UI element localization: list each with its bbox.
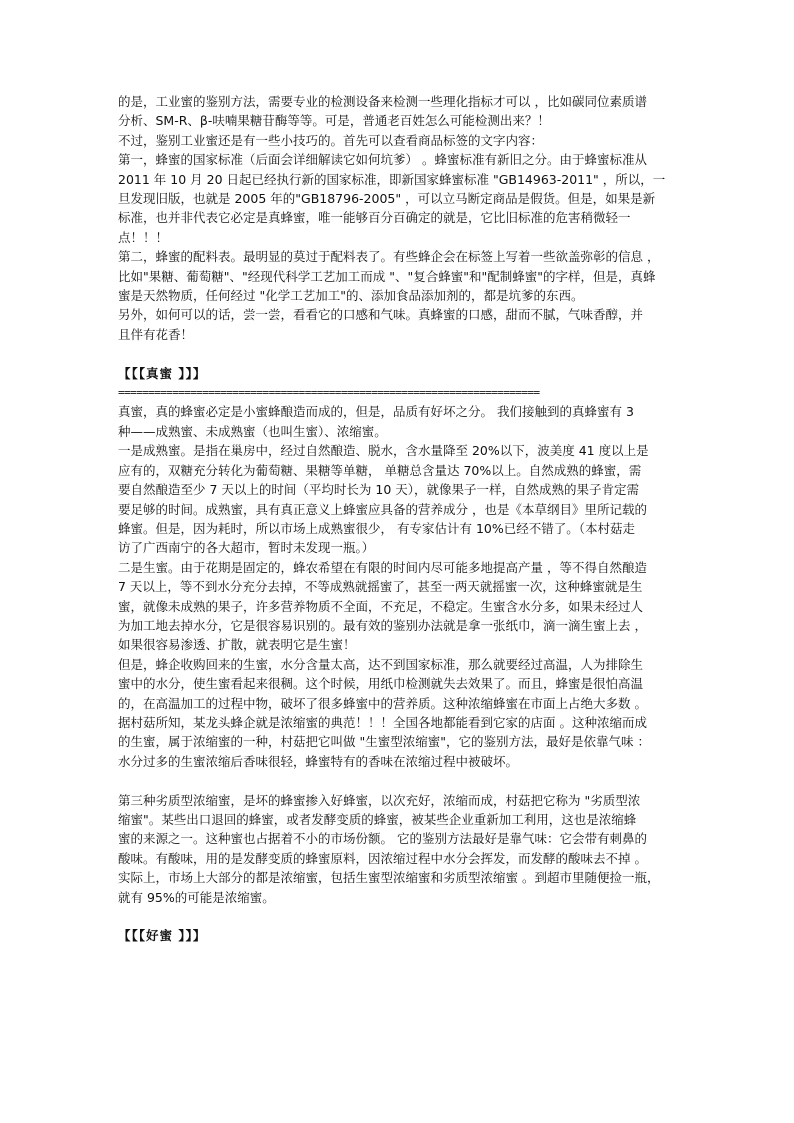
text-line: 不过，鉴别工业蜜还是有一些小技巧的。首先可以查看商品标签的文字内容： bbox=[118, 132, 544, 148]
text-line: 应有的，双糖充分转化为葡萄糖、果糖等单糖， 单糖总含量达 70%以上。自然成熟的蜂蜜，需 bbox=[118, 462, 642, 478]
text-line: 二是生蜜。由于花期是固定的，蜂农希望在有限的时间内尽可能多地提高产量 ，等不得自然酿造 bbox=[118, 559, 647, 575]
text-line: 点！！！ bbox=[118, 229, 169, 245]
text-line: 第三种劣质型浓缩蜜，是坏的蜂蜜掺入好蜂蜜，以次充好，浓缩而成，村菇把它称为 "劣质型浓 bbox=[118, 792, 641, 808]
paragraph-inferior-concentrated-honey bbox=[118, 791, 678, 907]
text-line: 缩蜜"。某些出口退回的蜂蜜，或者发酵变质的蜂蜜，被某些企业重新加工利用，这也是浓缩蜂 bbox=[118, 812, 637, 827]
text-line: 蜜，就像未成熟的果子，许多营养物质不全面，不充足，不稳定。生蜜含水分多，如果未经过人 bbox=[118, 598, 644, 614]
text-line: 要自然酿造至少 7 天以上的时间（平均时长为 10 天），就像果子一样，自然成熟的果子肯定需 bbox=[118, 482, 640, 498]
text-line: 蜜的来源之一。这种蜜也占据着不小的市场份额。 它的鉴别方法最好是靠气味：它会带有刺鼻的 bbox=[118, 831, 647, 847]
text-line: 为加工地去掉水分，它是很容易识别的。最有效的鉴别办法就是拿一张纸巾，滴一滴生蜜上去 ， bbox=[118, 617, 647, 633]
text-line: 蜜是天然物质，任何经过 "化学工艺加工"的、添加食品添加剂的，都是坑爹的东西。 bbox=[118, 288, 584, 304]
text-line: 但是，蜂企收购回来的生蜜，水分含量太高，达不到国家标准，那么就要经过高温，人为排除生 bbox=[118, 656, 644, 672]
text-line: 蜜中的水分，使生蜜看起来很稠。这个时候，用纸巾检测就失去效果了。而且，蜂蜜是很怕高温 bbox=[118, 676, 644, 692]
blank-line bbox=[118, 344, 678, 363]
text-line: 2011 年 10 月 20 日起已经执行新的国家标准，即新国家蜂蜜标准 "GB14963-2011" ，所以，一 bbox=[118, 171, 666, 187]
text-line: 的，在高温加工的过程中物，破坏了很多蜂蜜中的营养质。这种浓缩蜂蜜在市面上占绝大多数 。 bbox=[118, 695, 647, 711]
text-line: 第二，蜂蜜的配料表。最明显的莫过于配料表了。有些蜂企会在标签上写着一些欲盖弥彰的信息 ， bbox=[118, 249, 660, 265]
text-line: 分析、SM-R、β-呋喃果糖苷酶等等。可是，普通老百姓怎么可能检测出来？！ bbox=[118, 113, 550, 129]
text-line: 酸味。有酸味，用的是发酵变质的蜂蜜原料，因浓缩过程中水分会挥发，而发酵的酸味去不掉 。 bbox=[118, 850, 647, 866]
text-line: 要足够的时间。成熟蜜，具有真正意义上蜂蜜应具备的营养成分 ，也是《本草纲目》里所记载的 bbox=[118, 501, 647, 517]
document-body bbox=[118, 92, 678, 946]
paragraph-identification-tips bbox=[118, 92, 678, 344]
text-line: 种——成熟蜜、未成熟蜜（也叫生蜜）、浓缩蜜。 bbox=[118, 423, 387, 439]
text-line: 的生蜜，属于浓缩蜜的一种，村菇把它叫做 "生蜜型浓缩蜜"，它的鉴别方法，最好是依靠气味 ： bbox=[118, 734, 650, 750]
text-line: 据村菇所知，某龙头蜂企就是浓缩蜜的典范！！！全国各地都能看到它家的店面 。这种浓缩而成 bbox=[118, 714, 647, 730]
separator-rule: ====================================================================== bbox=[118, 386, 540, 400]
text-line: 如果很容易渗透、扩散，就表明它是生蜜！ bbox=[118, 637, 356, 653]
text-line: 真蜜，真的蜂蜜必定是小蜜蜂酿造而成的，但是，品质有好坏之分。 我们接触到的真蜂蜜有 3 bbox=[118, 404, 634, 420]
text-line: 水分过多的生蜜浓缩后香味很轻，蜂蜜特有的香味在浓缩过程中被破坏。 bbox=[118, 753, 519, 769]
text-line: 一是成熟蜜。是指在巢房中，经过自然酿造、脱水，含水量降至 20%以下，波美度 41 度以上是 bbox=[118, 443, 649, 459]
blank-line bbox=[118, 771, 678, 790]
text-line: 的是，工业蜜的鉴别方法，需要专业的检测设备来检测一些理化指标才可以 ，比如碳同位素质谱 bbox=[118, 94, 647, 109]
text-line: 比如"果糖、葡萄糖"、"经现代科学工艺加工而成 "、"复合蜂蜜"和"配制蜂蜜"的字样，但是，真蜂 bbox=[118, 268, 656, 284]
text-line: 实际上，市场上大部分的都是浓缩蜜，包括生蜜型浓缩蜜和劣质型浓缩蜜 。到超市里随便捡一瓶， bbox=[118, 870, 660, 886]
text-line: 就有 95%的可能是浓缩蜜。 bbox=[118, 889, 275, 905]
text-line: 7 天以上，等不到水分充分去掉，不等成熟就摇蜜了，甚至一两天就摇蜜一次，这种蜂蜜就是生 bbox=[118, 579, 643, 595]
text-line: 另外，如何可以的话，尝一尝，看看它的口感和气味。真蜂蜜的口感，甜而不腻，气味香醇，并 bbox=[118, 307, 644, 323]
text-line: 旦发现旧版，也就是 2005 年的"GB18796-2005" ，可以立马断定商品是假货。但是，如果是新 bbox=[118, 191, 656, 207]
text-line: 标准，也并非代表它必定是真蜂蜜，唯一能够百分百确定的就是，它比旧标准的危害稍微轻一 bbox=[118, 210, 631, 226]
section-heading-good-honey: 【【【好蜜 】】】 bbox=[118, 928, 207, 944]
text-line: 且伴有花香！ bbox=[118, 326, 194, 342]
section-heading-real-honey: 【【【真蜜 】】】 bbox=[118, 365, 207, 381]
paragraph-real-honey bbox=[118, 402, 678, 771]
text-line: 访了广西南宁的各大超市，暂时未发现一瓶。） bbox=[118, 540, 375, 556]
text-line: 第一，蜂蜜的国家标准（后面会详细解读它如何坑爹） 。蜂蜜标准有新旧之分。由于蜂蜜标准从 bbox=[118, 152, 647, 168]
text-line: 蜂蜜。但是，因为耗时，所以市场上成熟蜜很少， 有专家估计有 10%已经不错了。（本村菇走 bbox=[118, 520, 635, 536]
blank-line bbox=[118, 907, 678, 926]
